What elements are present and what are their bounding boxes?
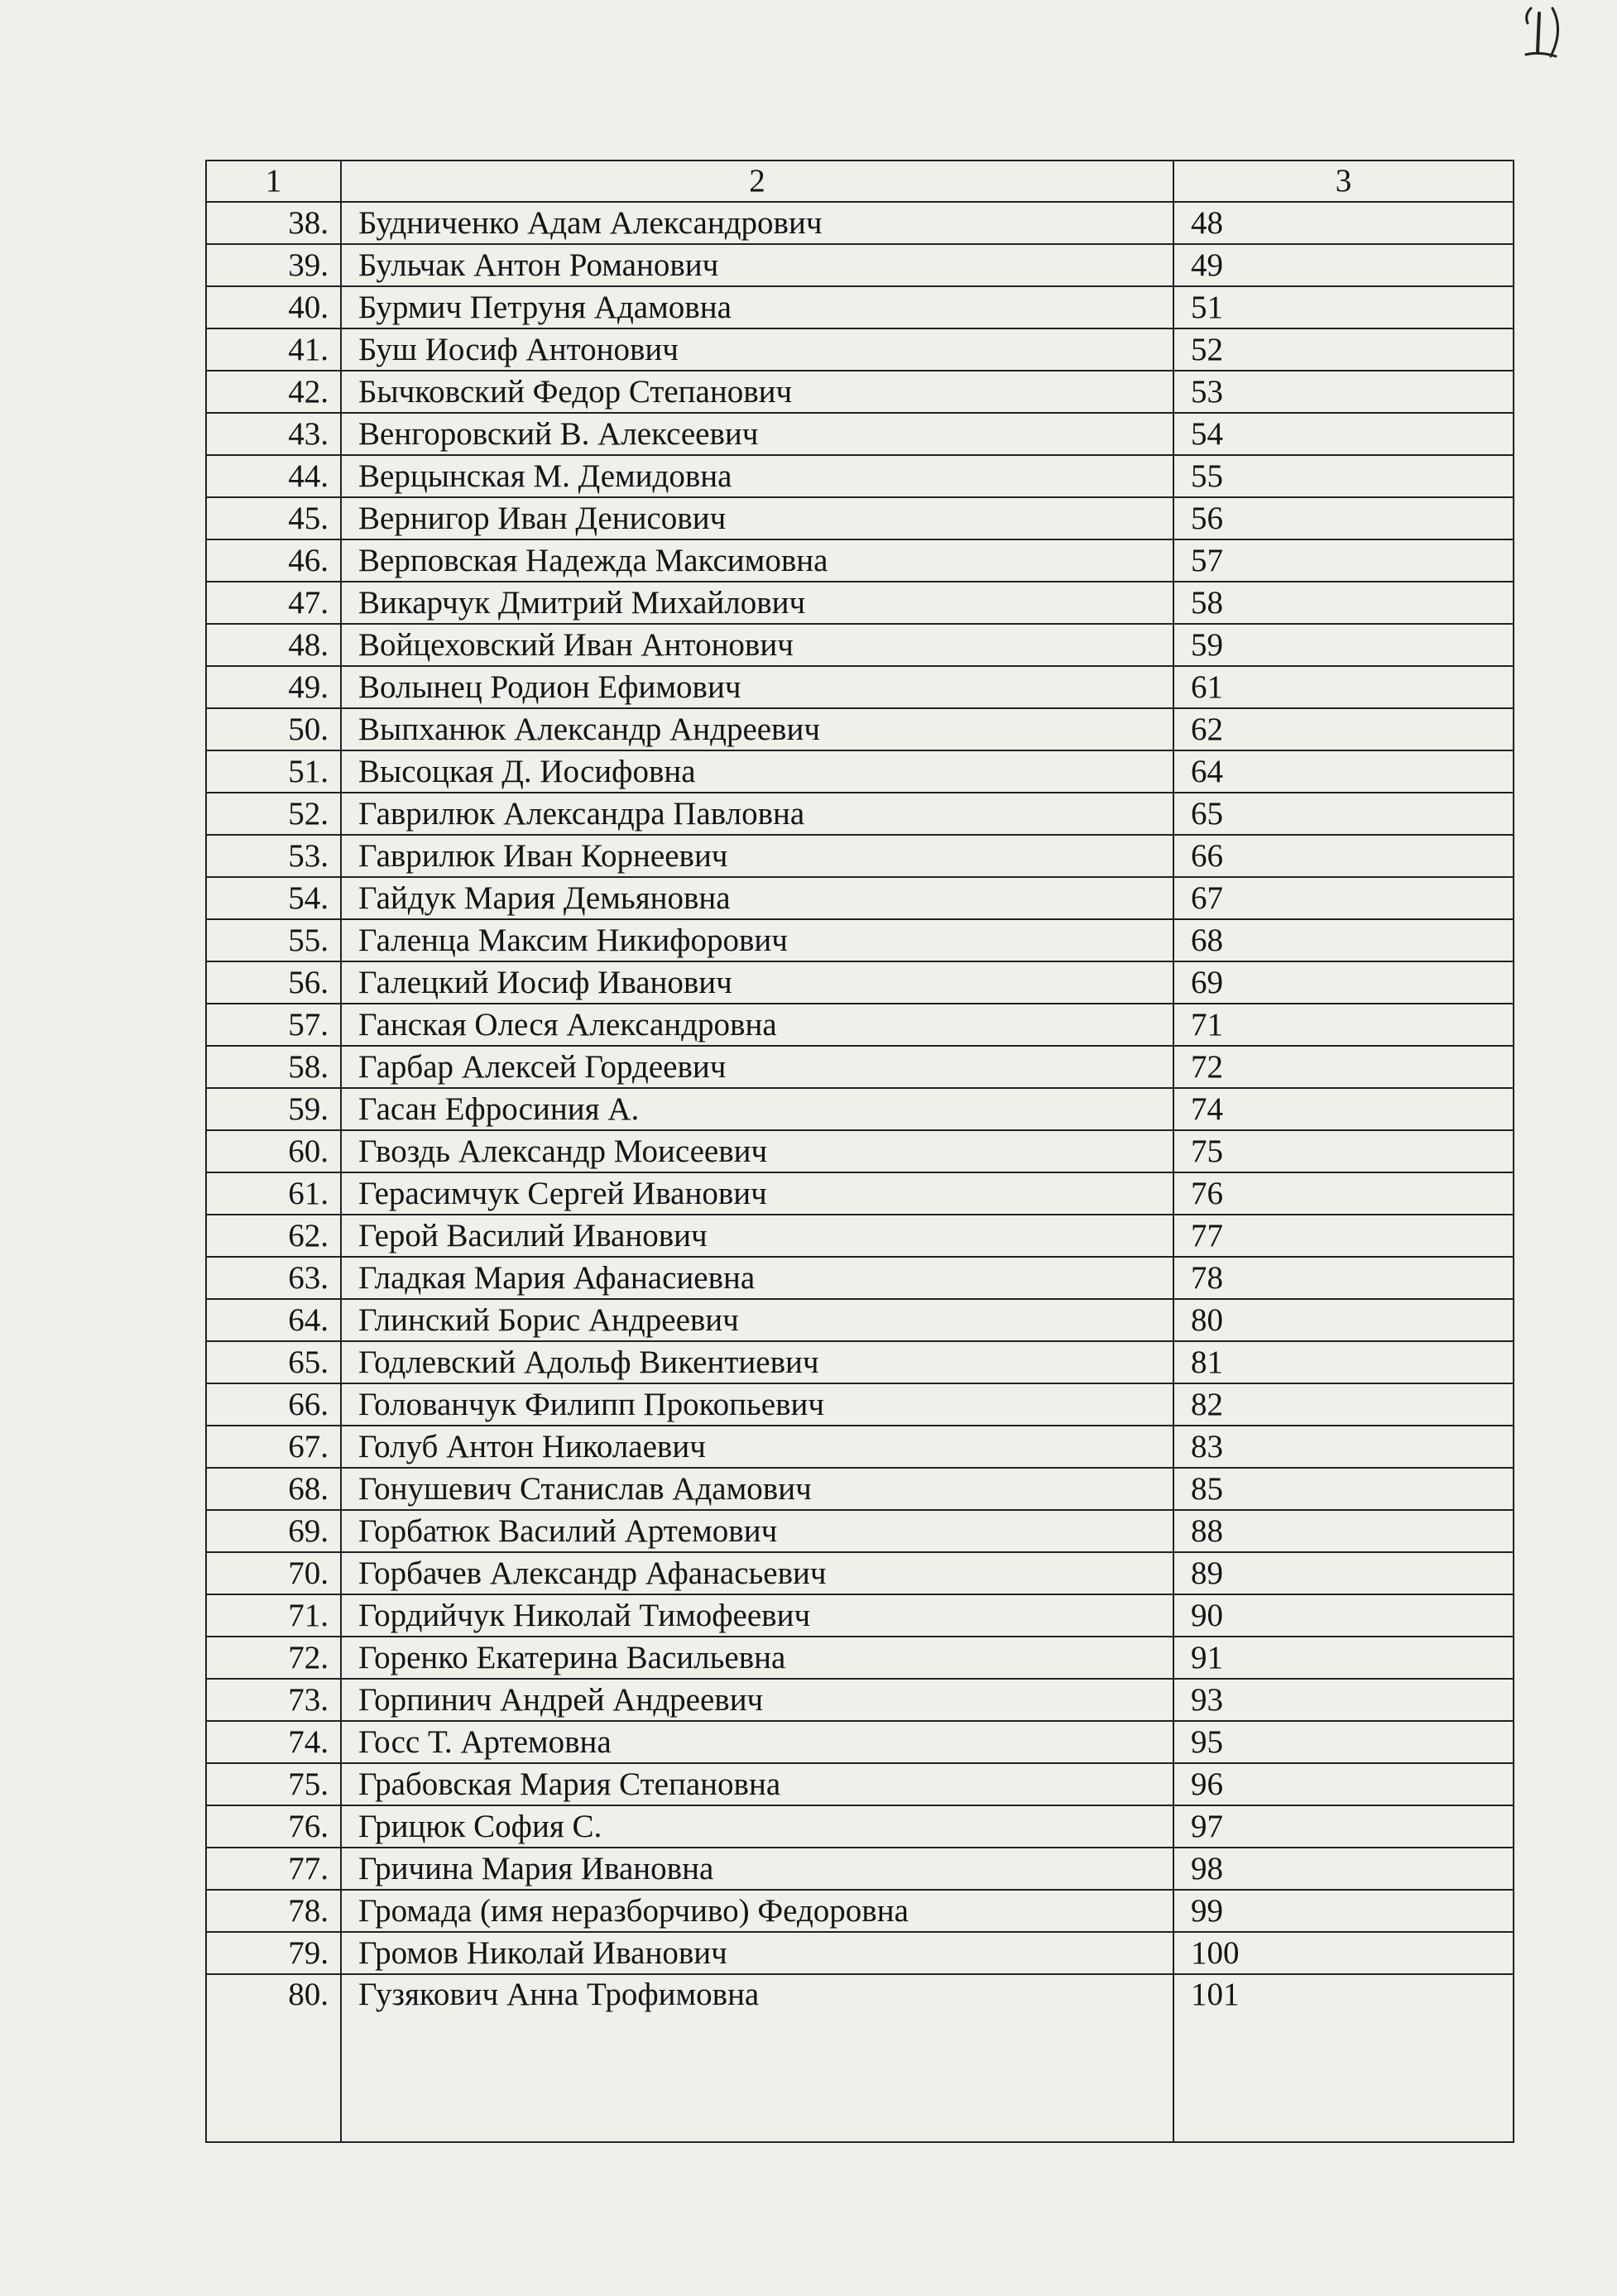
- table-row: [206, 1426, 1514, 1468]
- row-number: 53.: [206, 835, 341, 877]
- row-number: 67.: [206, 1426, 341, 1468]
- person-name: Бульчак Антон Романович: [341, 244, 1173, 286]
- person-name: Гричина Мария Ивановна: [341, 1848, 1173, 1890]
- person-name: Герой Василий Иванович: [341, 1215, 1173, 1257]
- row-number: 55.: [206, 919, 341, 961]
- page-number: 91: [1173, 1637, 1514, 1679]
- page-number: 96: [1173, 1763, 1514, 1805]
- page-number: 54: [1173, 413, 1514, 455]
- page-number: 48: [1173, 202, 1514, 244]
- row-number: 62.: [206, 1215, 341, 1257]
- person-name: Грабовская Мария Степановна: [341, 1763, 1173, 1805]
- person-name: Галенца Максим Никифорович: [341, 919, 1173, 961]
- table-row: [206, 877, 1514, 919]
- page-number: 56: [1173, 497, 1514, 539]
- row-number: 50.: [206, 708, 341, 750]
- table-row: [206, 1848, 1514, 1890]
- row-number: 51.: [206, 750, 341, 793]
- page-number: 77: [1173, 1215, 1514, 1257]
- person-name: Гордийчук Николай Тимофеевич: [341, 1594, 1173, 1637]
- row-number: 69.: [206, 1510, 341, 1552]
- row-number: 45.: [206, 497, 341, 539]
- row-number: 44.: [206, 455, 341, 497]
- table-row: [206, 202, 1514, 244]
- person-name: Голованчук Филипп Прокопьевич: [341, 1383, 1173, 1426]
- page-number: 65: [1173, 793, 1514, 835]
- table-row: [206, 1974, 1514, 2142]
- table-row: [206, 1341, 1514, 1383]
- page-number: 82: [1173, 1383, 1514, 1426]
- person-name: Ганская Олеся Александровна: [341, 1004, 1173, 1046]
- person-name: Буш Иосиф Антонович: [341, 328, 1173, 371]
- row-number: 39.: [206, 244, 341, 286]
- row-number: 43.: [206, 413, 341, 455]
- row-number: 68.: [206, 1468, 341, 1510]
- table-row: [206, 1890, 1514, 1932]
- table-row: [206, 666, 1514, 708]
- row-number: 73.: [206, 1679, 341, 1721]
- row-number: 78.: [206, 1890, 341, 1932]
- table-row: [206, 1468, 1514, 1510]
- row-number: 41.: [206, 328, 341, 371]
- row-number: 66.: [206, 1383, 341, 1426]
- table-row: [206, 539, 1514, 582]
- page-number: 88: [1173, 1510, 1514, 1552]
- page-number: 69: [1173, 961, 1514, 1004]
- person-name: Гузякович Анна Трофимовна: [341, 1974, 1173, 2142]
- table-row: [206, 1215, 1514, 1257]
- table-row: [206, 1046, 1514, 1088]
- page-number: 83: [1173, 1426, 1514, 1468]
- header-col-number: 1: [206, 161, 341, 202]
- person-name: Гаврилюк Александра Павловна: [341, 793, 1173, 835]
- page-number: 52: [1173, 328, 1514, 371]
- header-row: [206, 161, 1514, 202]
- person-name: Вернигор Иван Денисович: [341, 497, 1173, 539]
- page-number: 100: [1173, 1932, 1514, 1974]
- row-number: 52.: [206, 793, 341, 835]
- page-number: 58: [1173, 582, 1514, 624]
- person-name: Гладкая Мария Афанасиевна: [341, 1257, 1173, 1299]
- table-row: [206, 455, 1514, 497]
- row-number: 70.: [206, 1552, 341, 1594]
- table-row: [206, 286, 1514, 328]
- row-number: 71.: [206, 1594, 341, 1637]
- table-row: [206, 708, 1514, 750]
- row-number: 57.: [206, 1004, 341, 1046]
- table-row: [206, 1299, 1514, 1341]
- person-name: Грицюк София С.: [341, 1805, 1173, 1848]
- register-table-container: [205, 160, 1513, 2143]
- person-name: Выпханюк Александр Андреевич: [341, 708, 1173, 750]
- table-row: [206, 1721, 1514, 1763]
- table-row: [206, 1257, 1514, 1299]
- person-name: Герасимчук Сергей Иванович: [341, 1172, 1173, 1215]
- row-number: 63.: [206, 1257, 341, 1299]
- row-number: 47.: [206, 582, 341, 624]
- table-row: [206, 961, 1514, 1004]
- person-name: Горбачев Александр Афанасьевич: [341, 1552, 1173, 1594]
- row-number: 49.: [206, 666, 341, 708]
- table-row: [206, 244, 1514, 286]
- page-number: 101: [1173, 1974, 1514, 2142]
- person-name: Галецкий Иосиф Иванович: [341, 961, 1173, 1004]
- handwritten-page-number: [1521, 5, 1569, 63]
- table-row: [206, 413, 1514, 455]
- page-number: 72: [1173, 1046, 1514, 1088]
- table-row: [206, 1552, 1514, 1594]
- table-row: [206, 582, 1514, 624]
- page-number: 98: [1173, 1848, 1514, 1890]
- header-col-name: 2: [341, 161, 1173, 202]
- person-name: Будниченко Адам Александрович: [341, 202, 1173, 244]
- table-row: [206, 835, 1514, 877]
- register-table: [205, 160, 1514, 2143]
- table-row: [206, 497, 1514, 539]
- page-number: 76: [1173, 1172, 1514, 1215]
- row-number: 79.: [206, 1932, 341, 1974]
- table-row: [206, 1763, 1514, 1805]
- table-row: [206, 371, 1514, 413]
- table-row: [206, 328, 1514, 371]
- person-name: Войцеховский Иван Антонович: [341, 624, 1173, 666]
- table-row: [206, 1088, 1514, 1130]
- table-row: [206, 1637, 1514, 1679]
- person-name: Гонушевич Станислав Адамович: [341, 1468, 1173, 1510]
- row-number: 60.: [206, 1130, 341, 1172]
- table-row: [206, 624, 1514, 666]
- row-number: 61.: [206, 1172, 341, 1215]
- page-number: 89: [1173, 1552, 1514, 1594]
- person-name: Волынец Родион Ефимович: [341, 666, 1173, 708]
- page-number: 57: [1173, 539, 1514, 582]
- table-row: [206, 1004, 1514, 1046]
- page-number: 74: [1173, 1088, 1514, 1130]
- page-number: 67: [1173, 877, 1514, 919]
- page-number: 59: [1173, 624, 1514, 666]
- person-name: Бурмич Петруня Адамовна: [341, 286, 1173, 328]
- table-row: [206, 1172, 1514, 1215]
- person-name: Годлевский Адольф Викентиевич: [341, 1341, 1173, 1383]
- row-number: 76.: [206, 1805, 341, 1848]
- table-row: [206, 1510, 1514, 1552]
- row-number: 58.: [206, 1046, 341, 1088]
- table-body: [206, 202, 1514, 2142]
- table-row: [206, 1130, 1514, 1172]
- row-number: 40.: [206, 286, 341, 328]
- row-number: 72.: [206, 1637, 341, 1679]
- table-row: [206, 1679, 1514, 1721]
- page-number: 75: [1173, 1130, 1514, 1172]
- table-row: [206, 1932, 1514, 1974]
- page-number: 61: [1173, 666, 1514, 708]
- person-name: Горбатюк Василий Артемович: [341, 1510, 1173, 1552]
- page-number: 95: [1173, 1721, 1514, 1763]
- page-number: 93: [1173, 1679, 1514, 1721]
- page-number: 55: [1173, 455, 1514, 497]
- page-number: 68: [1173, 919, 1514, 961]
- row-number: 38.: [206, 202, 341, 244]
- table-row: [206, 793, 1514, 835]
- person-name: Венгоровский В. Алексеевич: [341, 413, 1173, 455]
- person-name: Голуб Антон Николаевич: [341, 1426, 1173, 1468]
- table-row: [206, 919, 1514, 961]
- page-number: 66: [1173, 835, 1514, 877]
- table-row: [206, 1383, 1514, 1426]
- person-name: Высоцкая Д. Иосифовна: [341, 750, 1173, 793]
- person-name: Гайдук Мария Демьяновна: [341, 877, 1173, 919]
- page-number: 53: [1173, 371, 1514, 413]
- person-name: Гвоздь Александр Моисеевич: [341, 1130, 1173, 1172]
- row-number: 46.: [206, 539, 341, 582]
- person-name: Громада (имя неразборчиво) Федоровна: [341, 1890, 1173, 1932]
- row-number: 48.: [206, 624, 341, 666]
- row-number: 74.: [206, 1721, 341, 1763]
- page-number: 71: [1173, 1004, 1514, 1046]
- page-number: 81: [1173, 1341, 1514, 1383]
- person-name: Гаврилюк Иван Корнеевич: [341, 835, 1173, 877]
- page-number: 49: [1173, 244, 1514, 286]
- page-number: 99: [1173, 1890, 1514, 1932]
- page-number: 85: [1173, 1468, 1514, 1510]
- person-name: Горенко Екатерина Васильевна: [341, 1637, 1173, 1679]
- page-number: 80: [1173, 1299, 1514, 1341]
- row-number: 54.: [206, 877, 341, 919]
- row-number: 42.: [206, 371, 341, 413]
- row-number: 59.: [206, 1088, 341, 1130]
- person-name: Бычковский Федор Степанович: [341, 371, 1173, 413]
- page-number: 62: [1173, 708, 1514, 750]
- row-number: 64.: [206, 1299, 341, 1341]
- page-number: 90: [1173, 1594, 1514, 1637]
- person-name: Глинский Борис Андреевич: [341, 1299, 1173, 1341]
- row-number: 75.: [206, 1763, 341, 1805]
- page-number: 51: [1173, 286, 1514, 328]
- person-name: Викарчук Дмитрий Михайлович: [341, 582, 1173, 624]
- row-number: 65.: [206, 1341, 341, 1383]
- page-number: 78: [1173, 1257, 1514, 1299]
- person-name: Громов Николай Иванович: [341, 1932, 1173, 1974]
- row-number: 80.: [206, 1974, 341, 2142]
- row-number: 77.: [206, 1848, 341, 1890]
- page-number: 97: [1173, 1805, 1514, 1848]
- person-name: Гасан Ефросиния А.: [341, 1088, 1173, 1130]
- header-col-page: 3: [1173, 161, 1514, 202]
- page-number: 64: [1173, 750, 1514, 793]
- person-name: Верповская Надежда Максимовна: [341, 539, 1173, 582]
- table-row: [206, 1805, 1514, 1848]
- table-row: [206, 1594, 1514, 1637]
- table-row: [206, 750, 1514, 793]
- person-name: Гарбар Алексей Гордеевич: [341, 1046, 1173, 1088]
- person-name: Горпинич Андрей Андреевич: [341, 1679, 1173, 1721]
- row-number: 56.: [206, 961, 341, 1004]
- person-name: Госс Т. Артемовна: [341, 1721, 1173, 1763]
- person-name: Верцынская М. Демидовна: [341, 455, 1173, 497]
